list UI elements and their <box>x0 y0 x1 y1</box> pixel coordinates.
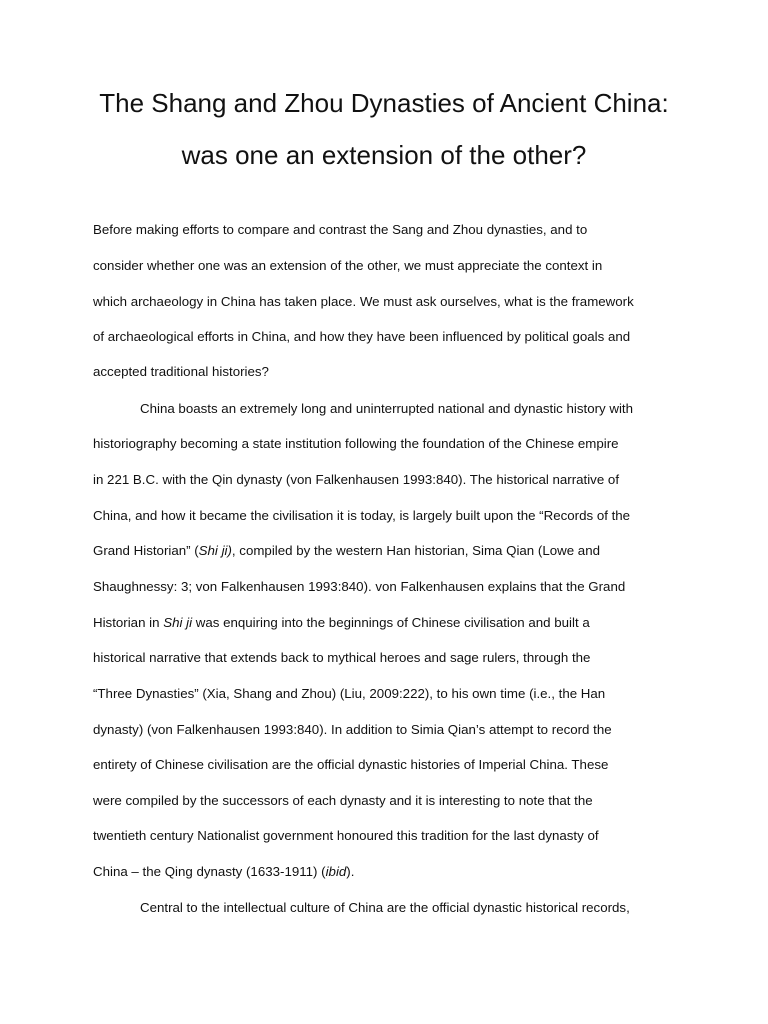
text-segment: China – the Qing dynasty (1633-1911) ( <box>93 864 326 879</box>
text-segment: , compiled by the western Han historian, Sima Qian (Lowe and <box>231 543 600 558</box>
italic-title-shi-ji: Shi ji) <box>198 543 232 558</box>
paragraph-2-line: China boasts an extremely long and uninterrupted national and dynastic history with <box>140 401 634 416</box>
paragraph-1-line: consider whether one was an extension of the other, we must appreciate the context in <box>93 258 603 273</box>
paragraph-2-line: twentieth century Nationalist government honoured this tradition for the last dynasty of <box>93 828 599 843</box>
paragraph-2-line: in 221 B.C. with the Qin dynasty (von Falkenhausen 1993:840). The historical narrative of <box>93 472 620 487</box>
paragraph-1-line: which archaeology in China has taken place. We must ask ourselves, what is the framework <box>93 294 634 309</box>
paragraph-2-line <box>93 542 600 560</box>
paragraph-2-line: were compiled by the successors of each dynasty and it is interesting to note that the <box>93 793 593 808</box>
paragraph-2-line: dynasty) (von Falkenhausen 1993:840). In addition to Simia Qian’s attempt to record the <box>93 722 612 737</box>
paragraph-2-line: historical narrative that extends back to mythical heroes and sage rulers, through the <box>93 650 591 665</box>
italic-ibid: ibid <box>325 864 347 879</box>
text-segment: ). <box>346 864 355 879</box>
paragraph-2-line: entirety of Chinese civilisation are the official dynastic histories of Imperial China. These <box>93 757 609 772</box>
paragraph-1-line: of archaeological efforts in China, and how they have been influenced by political goals and <box>93 329 631 344</box>
paragraph-3-line: Central to the intellectual culture of China are the official dynastic historical records, <box>140 900 630 915</box>
paragraph-2-line: Shaughnessy: 3; von Falkenhausen 1993:840). von Falkenhausen explains that the Grand <box>93 579 626 594</box>
text-segment: Grand Historian” ( <box>93 543 199 558</box>
paragraph-2-line: China, and how it became the civilisation it is today, is largely built upon the “Records of the <box>93 508 631 523</box>
paragraph-1-line: Before making efforts to compare and contrast the Sang and Zhou dynasties, and to <box>93 222 588 237</box>
paragraph-2-line <box>93 863 354 881</box>
text-segment: was enquiring into the beginnings of Chinese civilisation and built a <box>192 615 590 630</box>
paragraph-2-line <box>93 614 590 632</box>
document-title-line-2: was one an extension of the other? <box>181 140 587 170</box>
text-segment: Historian in <box>93 615 164 630</box>
paragraph-1-line: accepted traditional histories? <box>93 364 269 379</box>
italic-title-shi-ji: Shi ji <box>163 615 193 630</box>
paragraph-2-line: historiography becoming a state institution following the foundation of the Chinese empire <box>93 436 619 451</box>
paragraph-2-line: “Three Dynasties” (Xia, Shang and Zhou) (Liu, 2009:222), to his own time (i.e., the Han <box>93 686 606 701</box>
document-title-line-1: The Shang and Zhou Dynasties of Ancient China: <box>99 88 669 118</box>
